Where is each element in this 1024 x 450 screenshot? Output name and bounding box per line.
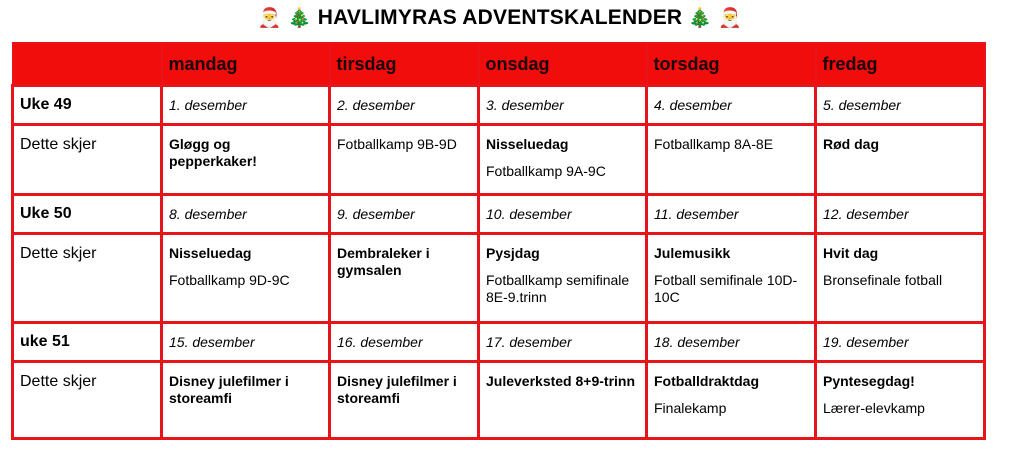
week-date-row [13, 195, 985, 234]
date-cell-wednesday: 10. desember [479, 195, 647, 234]
date-cell-tuesday: 16. desember [330, 323, 479, 362]
date-cell-monday: 8. desember [162, 195, 330, 234]
activity-main: Dembraleker i gymsalen [337, 245, 430, 278]
activity-extra: Fotballkamp semifinale 8E-9.trinn [486, 272, 630, 305]
activity-spacer [654, 262, 808, 272]
activity-main: Nisseluedag [486, 136, 569, 152]
day-header-friday: fredag [816, 43, 985, 86]
activity-spacer [823, 390, 977, 400]
activity-spacer [486, 153, 639, 163]
date-cell-tuesday: 2. desember [330, 86, 479, 125]
activity-main: Nisseluedag [169, 245, 252, 261]
calendar-body [13, 86, 985, 439]
activity-main: Fotballkamp 8A-8E [654, 136, 774, 152]
week-label: Uke 49 [13, 86, 162, 125]
activity-main: Disney julefilmer i storeamfi [337, 373, 457, 406]
date-cell-monday: 15. desember [162, 323, 330, 362]
activity-main: Rød dag [823, 136, 879, 152]
activity-cell-friday [816, 362, 985, 439]
activity-spacer [823, 262, 977, 272]
activity-spacer [486, 262, 639, 272]
activity-main: Fotballkamp 9B-9D [337, 136, 457, 152]
activity-cell-monday [162, 362, 330, 439]
date-cell-friday: 19. desember [816, 323, 985, 362]
week-label: uke 51 [13, 323, 162, 362]
header-corner-cell [13, 43, 162, 86]
activity-main: Hvit dag [823, 245, 879, 261]
week-date-row [13, 323, 985, 362]
calendar-table [11, 42, 986, 440]
activity-cell-wednesday [479, 234, 647, 323]
activity-cell-thursday [647, 234, 816, 323]
day-header-thursday: torsdag [647, 43, 816, 86]
santa-tree-emoji-left: 🎅 🎄 [257, 7, 312, 29]
week-date-row [13, 86, 985, 125]
date-cell-monday: 1. desember [162, 86, 330, 125]
activity-extra: Finalekamp [654, 400, 727, 416]
date-cell-thursday: 4. desember [647, 86, 816, 125]
date-cell-thursday: 11. desember [647, 195, 816, 234]
activity-cell-monday [162, 234, 330, 323]
activity-cell-friday [816, 125, 985, 195]
activity-cell-tuesday [330, 125, 479, 195]
activity-main: Juleverksted 8+9-trinn [486, 373, 636, 389]
advent-calendar [11, 42, 983, 440]
week-label: Uke 50 [13, 195, 162, 234]
title-text: HAVLIMYRAS ADVENTSKALENDER [317, 6, 683, 29]
date-cell-tuesday: 9. desember [330, 195, 479, 234]
date-cell-thursday: 18. desember [647, 323, 816, 362]
week-activity-row [13, 125, 985, 195]
date-cell-wednesday: 17. desember [479, 323, 647, 362]
activity-main: Disney julefilmer i storeamfi [169, 373, 289, 406]
activity-cell-tuesday [330, 362, 479, 439]
header-row [13, 43, 985, 86]
activity-spacer [654, 390, 808, 400]
date-cell-friday: 5. desember [816, 86, 985, 125]
activity-cell-wednesday [479, 362, 647, 439]
activity-extra: Fotballkamp 9D-9C [169, 272, 290, 288]
activity-cell-friday [816, 234, 985, 323]
activity-main: Pyntesegdag! [823, 373, 915, 389]
date-cell-friday: 12. desember [816, 195, 985, 234]
week-activity-row [13, 362, 985, 439]
activity-main: Julemusikk [654, 245, 731, 261]
week-activity-row [13, 234, 985, 323]
activity-row-label: Dette skjer [13, 125, 162, 195]
tree-santa-emoji-right: 🎄 🎅 [688, 7, 743, 29]
activity-cell-monday [162, 125, 330, 195]
activity-spacer [169, 262, 322, 272]
activity-cell-thursday [647, 362, 816, 439]
activity-cell-thursday [647, 125, 816, 195]
page-title [0, 4, 1000, 32]
activity-extra: Fotballkamp 9A-9C [486, 163, 606, 179]
activity-main: Fotballdraktdag [654, 373, 760, 389]
day-header-wednesday: onsdag [479, 43, 647, 86]
activity-cell-tuesday [330, 234, 479, 323]
day-header-tuesday: tirsdag [330, 43, 479, 86]
activity-cell-wednesday [479, 125, 647, 195]
activity-extra: Bronsefinale fotball [823, 272, 943, 288]
activity-row-label: Dette skjer [13, 362, 162, 439]
activity-main: Pysjdag [486, 245, 540, 261]
date-cell-wednesday: 3. desember [479, 86, 647, 125]
activity-row-label: Dette skjer [13, 234, 162, 323]
day-header-monday: mandag [162, 43, 330, 86]
activity-extra: Lærer-elevkamp [823, 400, 925, 416]
activity-main: Gløgg og pepperkaker! [169, 136, 257, 169]
activity-extra: Fotball semifinale 10D-10C [654, 272, 798, 305]
